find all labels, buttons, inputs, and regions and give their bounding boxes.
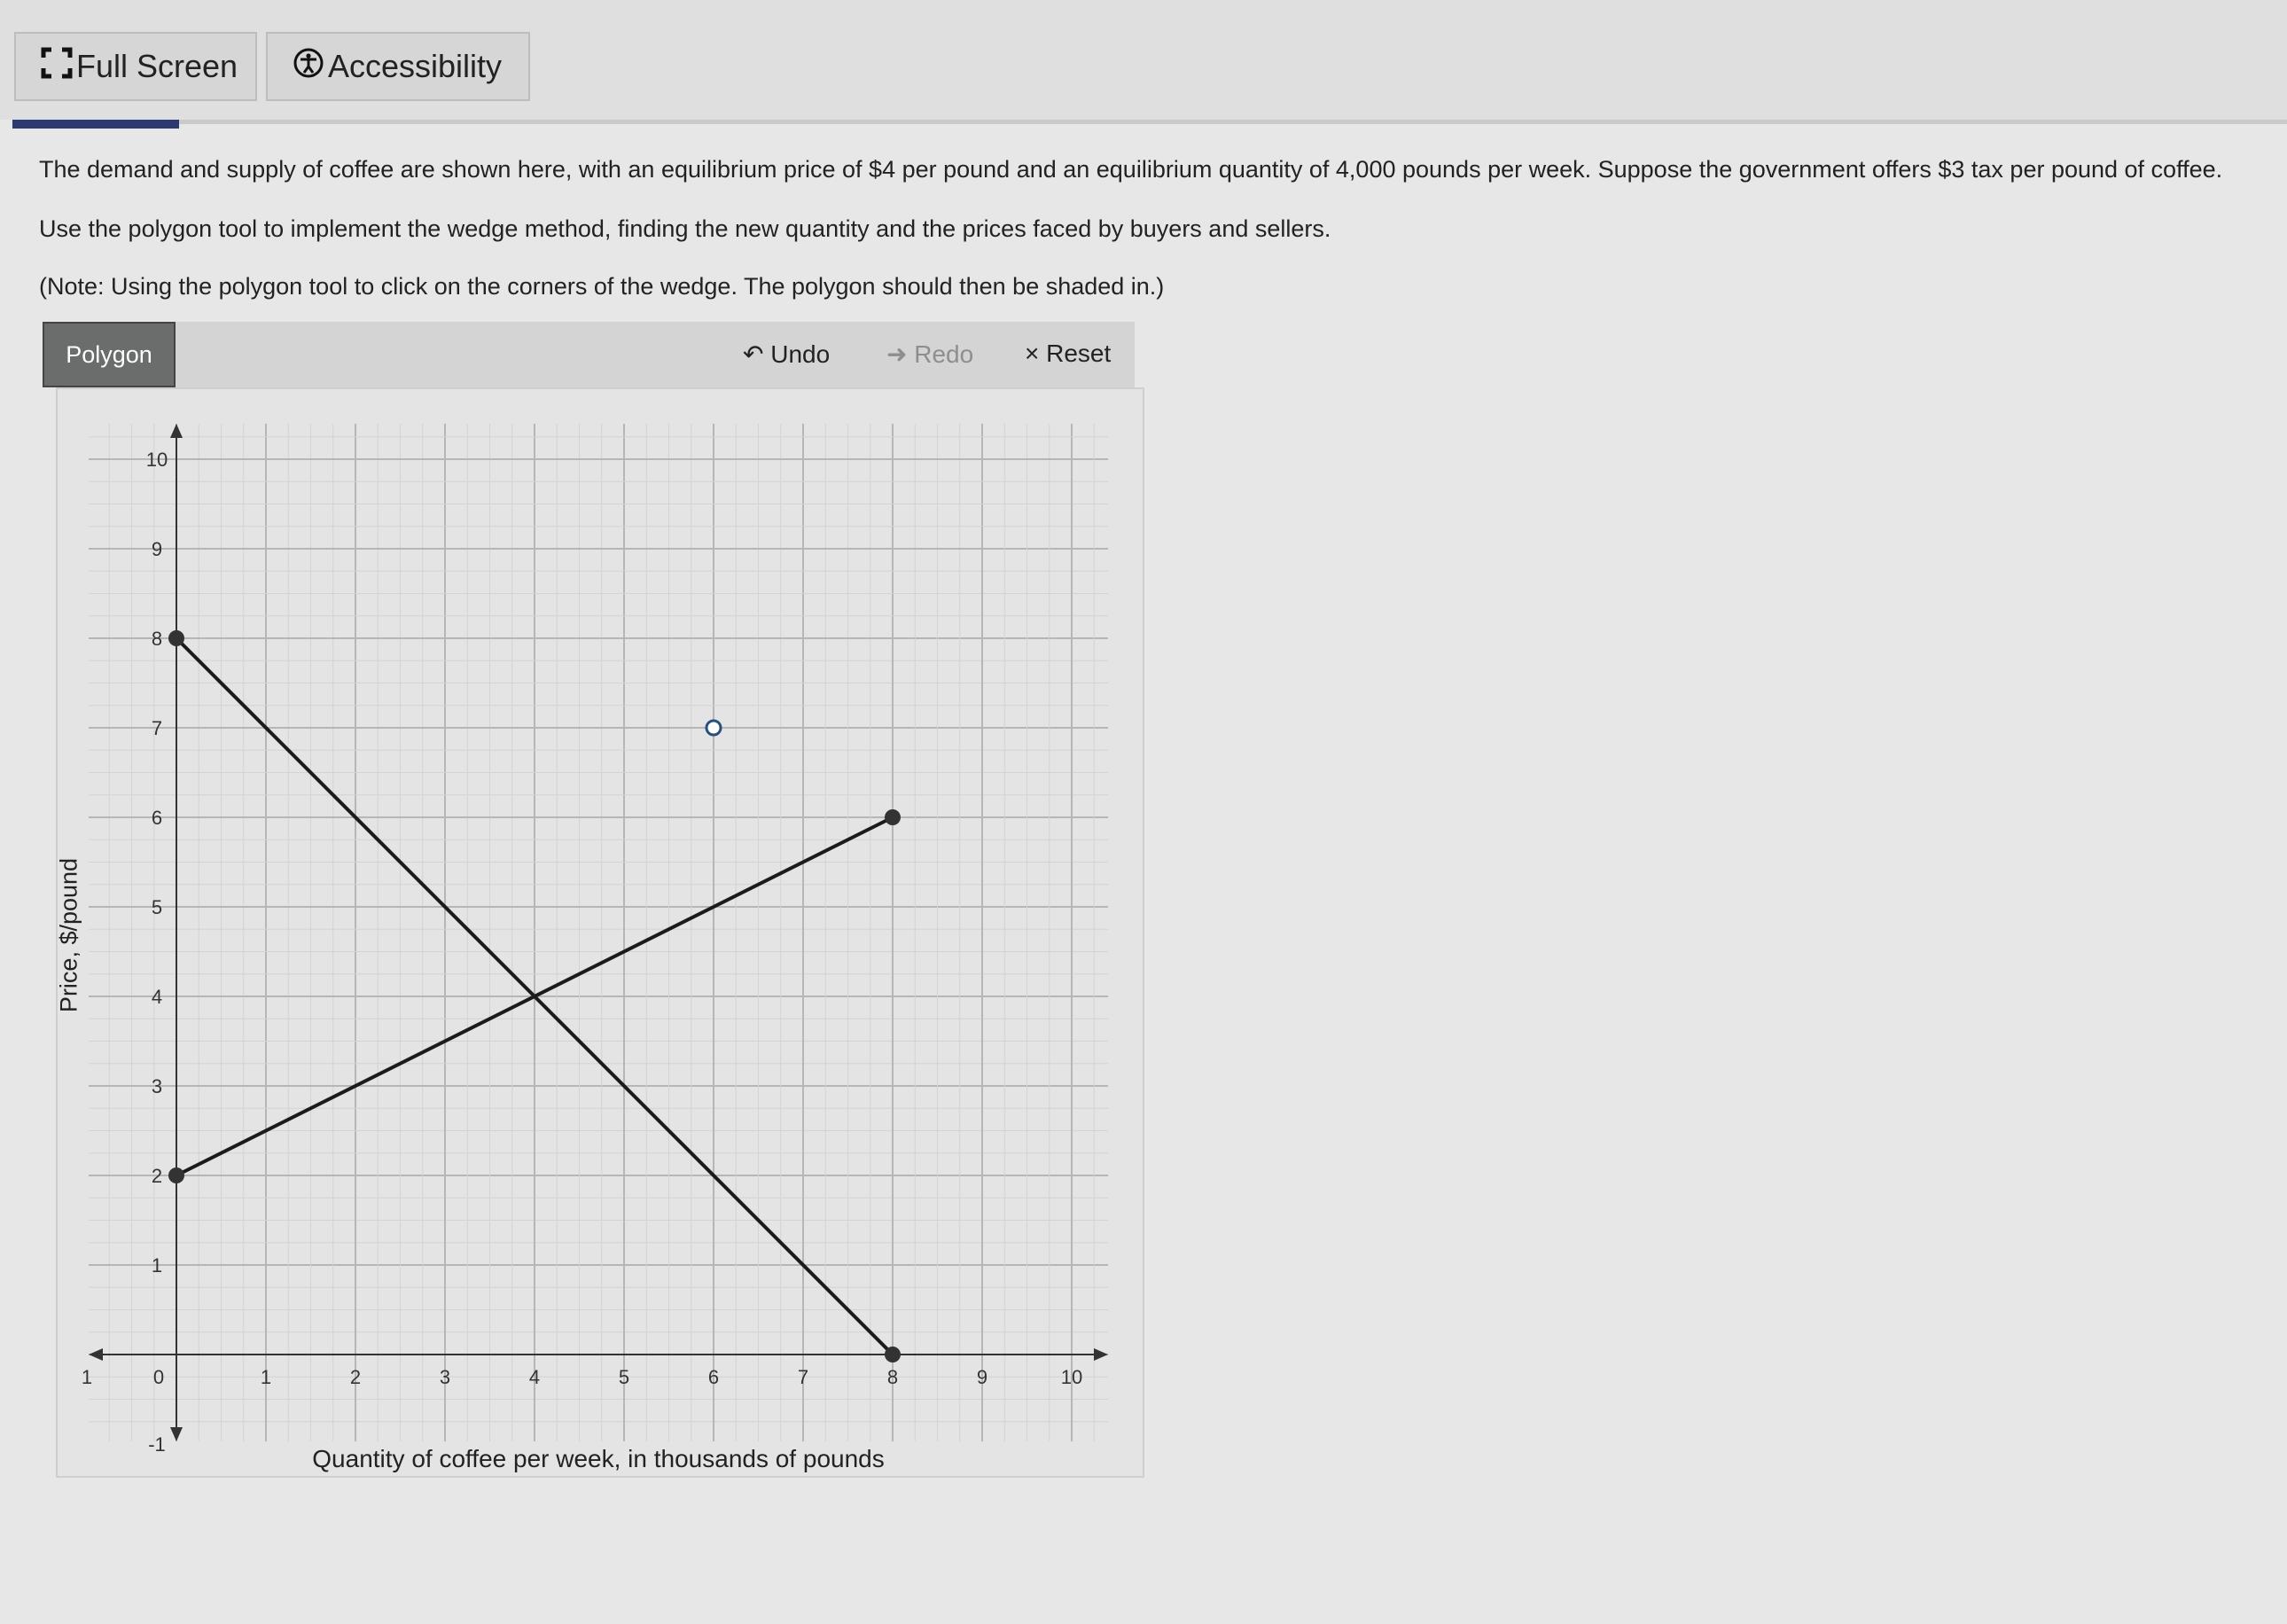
y-tick-label: 5 — [151, 896, 163, 918]
x-tick-label: 8 — [886, 1366, 899, 1388]
y-axis-arrow-down — [170, 1427, 183, 1441]
x-tick-label: 2 — [349, 1366, 362, 1388]
y-tick-label: 9 — [151, 538, 163, 560]
reset-label: Reset — [1046, 340, 1112, 367]
redo-label: Redo — [914, 340, 974, 368]
x-axis-label: Quantity of coffee per week, in thousands of pounds — [312, 1445, 885, 1472]
undo-label: Undo — [770, 340, 831, 368]
x-tick-label: 1 — [260, 1366, 272, 1388]
x-tick-label: 0 — [152, 1366, 165, 1388]
x-axis-arrow-right — [1094, 1348, 1108, 1361]
y-tick-label: 1 — [151, 1254, 163, 1277]
y-tick-label: -1 — [148, 1433, 166, 1456]
y-tick-label: 7 — [151, 717, 163, 739]
demand-endpoint[interactable] — [885, 1347, 901, 1362]
note-text: (Note: Using the polygon tool to click on the corners of the wedge. The polygon should then be shaded in.) — [39, 273, 1165, 300]
open-point-marker[interactable] — [706, 721, 721, 735]
y-tick-label: 2 — [151, 1165, 163, 1187]
undo-icon: ↶ — [743, 340, 764, 368]
x-tick-label: 9 — [976, 1366, 988, 1388]
fullscreen-label: Full Screen — [76, 48, 238, 84]
x-tick-label: 3 — [439, 1366, 451, 1388]
y-tick-label: 3 — [151, 1075, 163, 1097]
y-tick-label: 6 — [151, 807, 163, 829]
polygon-tool-button[interactable]: Polygon — [43, 322, 176, 387]
supply-endpoint[interactable] — [885, 809, 901, 825]
y-tick-label: 4 — [151, 986, 163, 1008]
x-tick-label: 6 — [707, 1366, 720, 1388]
demand-endpoint[interactable] — [168, 630, 184, 646]
supply-endpoint[interactable] — [168, 1167, 184, 1183]
instruction-text: Use the polygon tool to implement the wedge method, finding the new quantity and the prices faced by buyers and sellers. — [39, 215, 1331, 242]
x-tick-label: 4 — [528, 1366, 541, 1388]
x-tick-label: 1 — [81, 1366, 93, 1388]
close-icon: × — [1025, 340, 1040, 367]
redo-icon: ➜ — [886, 340, 908, 368]
y-tick-label: 8 — [151, 628, 163, 650]
x-tick-label: 5 — [618, 1366, 630, 1388]
accessibility-label: Accessibility — [328, 48, 503, 84]
x-tick-label: 10 — [1060, 1366, 1083, 1388]
x-tick-label: 7 — [797, 1366, 809, 1388]
y-axis-label: Price, $/pound — [55, 857, 82, 1013]
question-text: The demand and supply of coffee are shown here, with an equilibrium price of $4 per pound and an equilibrium quantity of 4,000 pounds per week. Suppose the government offers $3 tax per pound of coffee. — [39, 156, 2223, 183]
y-axis-arrow-up — [170, 424, 183, 438]
x-axis-arrow-left — [89, 1348, 103, 1361]
y-tick-label: 10 — [145, 449, 168, 471]
